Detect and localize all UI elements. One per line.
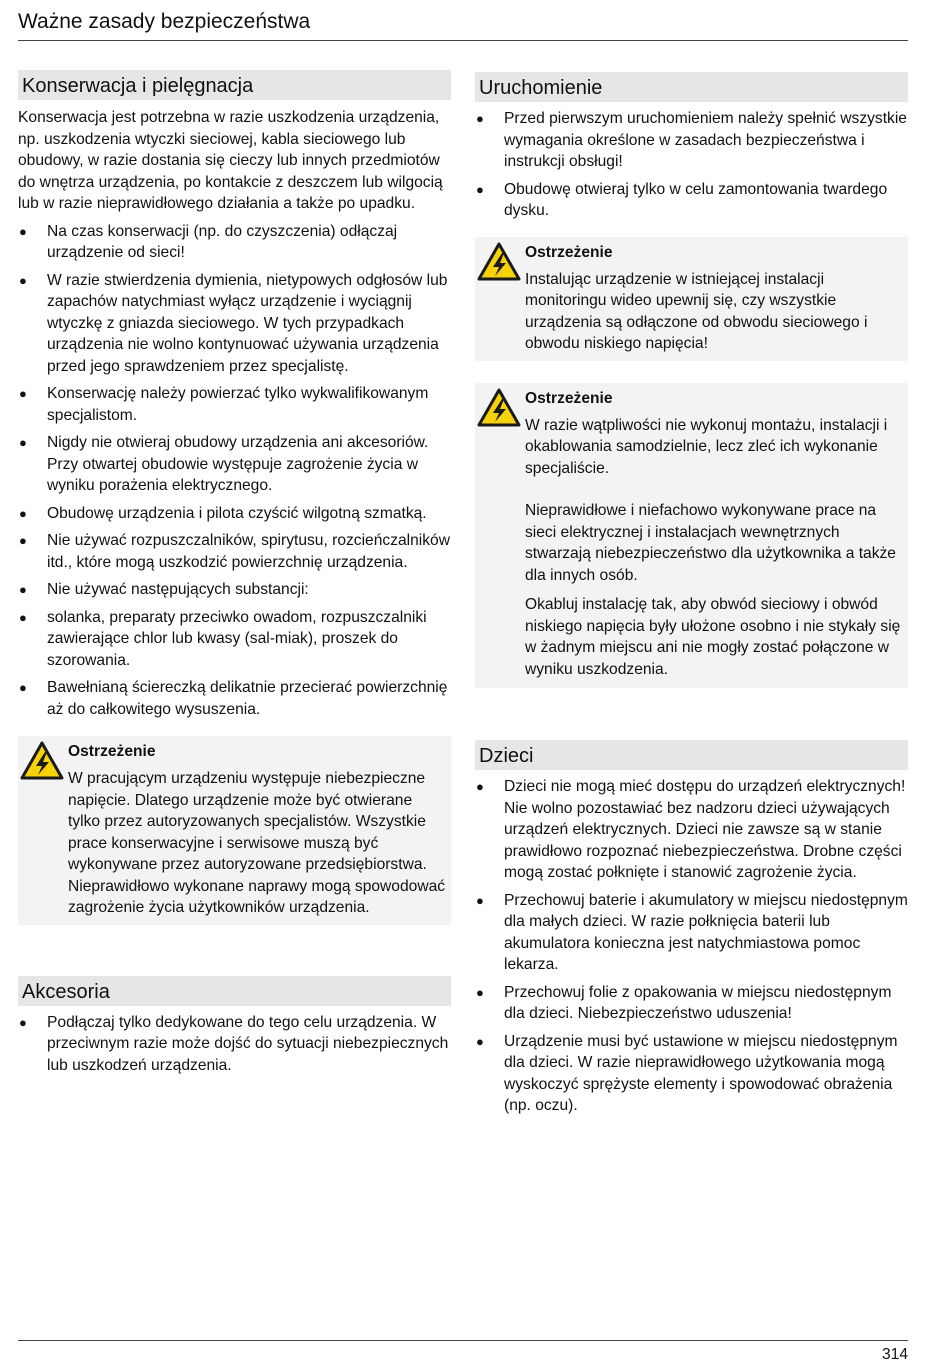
bullet-icon: ● bbox=[476, 892, 484, 908]
warning-title: Ostrzeżenie bbox=[525, 389, 613, 407]
section-heading-accessories: Akcesoria bbox=[18, 976, 451, 1006]
right-column bbox=[475, 72, 908, 1117]
list-item: ● Bawełnianą ściereczką delikatnie przecierać powierzchnię aż do całkowitego wysuszenia. bbox=[19, 679, 448, 718]
list-item: ● Nie używać następujących substancji: bbox=[18, 579, 451, 601]
maintenance-list bbox=[18, 221, 451, 721]
bullet-icon: ● bbox=[476, 779, 484, 794]
list-item: ● Nie używać rozpuszczalników, spirytusu, rozcieńczalników itd., które mogą uszkodzić powierzchnię urządzenia. bbox=[19, 532, 450, 571]
bullet-icon: ● bbox=[19, 223, 27, 239]
list-item: ● Podłączaj tylko dedykowane do tego celu urządzenia. W przeciwnym razie może dojść do sytuacji niebezpiecznych lub uszkodzeń urządzenia. bbox=[19, 1013, 449, 1074]
list-item: ● Urządzenie musi być ustawione w miejscu niedostępnym dla dzieci. W razie nieprawidłowego użytkowania mogą wyskoczyć sprężyste elementy i spowodować obrażenia (np. oczu). bbox=[476, 1032, 898, 1114]
accessories-list bbox=[18, 1012, 451, 1077]
list-item: ● Przechowuj folie z opakowania w miejscu niedostępnym dla dzieci. Niebezpieczeństwo uduszenia! bbox=[476, 983, 892, 1022]
page-title: Ważne zasady bezpieczeństwa bbox=[18, 10, 311, 33]
bullet-icon: ● bbox=[476, 984, 484, 1000]
bullet-icon: ● bbox=[19, 386, 27, 401]
section-heading-startup: Uruchomienie bbox=[475, 72, 908, 102]
warning-text: Nieprawidłowe i niefachowo wykonywane prace na sieci elektrycznej i instalacjach wewnętrznych stwarzają niebezpieczeństwo dla użytkownika a także dla innych osób. bbox=[525, 502, 896, 584]
maintenance-intro: Konserwacja jest potrzebna w razie uszkodzenia urządzenia, np. uszkodzenia wtyczki sieciowej, kabla sieciowego lub obudowy, w razie dostania się cieczy lub innych przedmiotów do wnętrza urządzenia, po kontakcie z deszczem lub wilgocią lub w razie nieprawidłowego działania a także po upadku. bbox=[18, 109, 443, 212]
warning-box-installation bbox=[475, 237, 908, 361]
section-heading-children: Dzieci bbox=[475, 740, 908, 770]
bullet-icon: ● bbox=[476, 181, 484, 197]
bullet-icon: ● bbox=[19, 1014, 27, 1030]
section-heading-maintenance: Konserwacja i pielęgnacja bbox=[18, 70, 451, 100]
children-list bbox=[475, 776, 908, 1117]
warning-text: W razie wątpliwości nie wykonuj montażu, instalacji i okablowania samodzielnie, lecz zleć ich wykonanie specjaliście. bbox=[525, 416, 888, 477]
list-item: ● Obudowę otwieraj tylko w celu zamontowania twardego dysku. bbox=[476, 180, 888, 219]
bullet-icon: ● bbox=[476, 1033, 484, 1049]
warning-title: Ostrzeżenie bbox=[68, 743, 156, 760]
left-column bbox=[18, 70, 451, 1076]
list-item: ● Przed pierwszym uruchomieniem należy spełnić wszystkie wymagania określone w zasadach bezpieczeństwa i instrukcji obsługi! bbox=[476, 110, 907, 170]
bullet-icon: ● bbox=[476, 111, 484, 126]
list-item: ● Na czas konserwacji (np. do czyszczenia) odłączaj urządzenie od sieci! bbox=[19, 222, 398, 261]
page-number: 314 bbox=[881, 1346, 908, 1363]
list-item: ● Obudowę urządzenia i pilota czyścić wilgotną szmatką. bbox=[18, 503, 451, 525]
warning-box-maintenance bbox=[18, 736, 451, 925]
bullet-icon: ● bbox=[19, 272, 27, 288]
warning-title: Ostrzeżenie bbox=[525, 243, 613, 261]
list-item: ● solanka, preparaty przeciwko owadom, rozpuszczalniki zawierające chlor lub kwasy (sal-miak), proszek do szorowania. bbox=[19, 608, 427, 669]
list-item: ● Konserwację należy powierzać tylko wykwalifikowanym specjalistom. bbox=[19, 385, 429, 424]
high-voltage-warning-icon bbox=[475, 237, 525, 361]
high-voltage-warning-icon bbox=[18, 736, 68, 925]
bullet-icon: ● bbox=[19, 435, 27, 450]
bullet-icon: ● bbox=[19, 680, 27, 695]
warning-text: Instalując urządzenie w istniejącej instalacji monitoringu wideo upewnij się, czy wszystkie urządzenia są odłączone od obwodu sieciowego i obwodu niskiego napięcia! bbox=[525, 270, 868, 352]
warning-text: W pracującym urządzeniu występuje niebezpieczne napięcie. Dlatego urządzenie może być otwierane tylko przez autoryzowanych specjalistów. Wszystkie prace konserwacyjne i serwisowe muszą być wykonywane przez autoryzowane przedsiębiorstwa. Nieprawidłowo wykonane naprawy mogą spowodować zagrożenie życia użytkowników urządzenia. bbox=[68, 770, 446, 916]
page-footer bbox=[18, 1340, 908, 1363]
bullet-icon: ● bbox=[19, 582, 27, 597]
high-voltage-warning-icon bbox=[475, 383, 525, 689]
warning-box-wiring bbox=[475, 383, 908, 689]
list-item: ● Dzieci nie mogą mieć dostępu do urządzeń elektrycznych! Nie wolno pozostawiać bez nadzoru dzieci używających urządzeń elektrycznych. Dzieci nie zawsze są w stanie prawidłowo rozpoznać niebezpieczeństwa. Drobne części mogą zostać połknięte i stanowić zagrożenie życia. bbox=[476, 778, 906, 881]
list-item: ● Przechowuj baterie i akumulatory w miejscu niedostępnym dla małych dzieci. W razie połknięcia baterii lub akumulatora konieczna jest natychmiastowa pomoc lekarza. bbox=[476, 891, 908, 973]
bullet-icon: ● bbox=[19, 505, 27, 521]
list-item: ● W razie stwierdzenia dymienia, nietypowych odgłosów lub zapachów natychmiast wyłącz urządzenie i wyciągnij wtyczkę z gniazda sieciowego. W tych przypadkach urządzenia nie wolno kontynuować używania urządzenia przed jego sprawdzeniem przez specjalistę. bbox=[19, 271, 448, 375]
page-header bbox=[18, 9, 908, 41]
list-item: ● Nigdy nie otwieraj obudowy urządzenia ani akcesoriów. Przy otwartej obudowie występuje zagrożenie życia w wyniku porażenia elektrycznego. bbox=[19, 434, 429, 494]
warning-text: Okabluj instalację tak, aby obwód sieciowy i obwód niskiego napięcia były ułożone osobno i nie stykały się w żadnym miejscu ani nie mogły zostać połączone w wyniku uszkodzenia. bbox=[525, 596, 901, 678]
bullet-icon: ● bbox=[19, 533, 27, 548]
bullet-icon: ● bbox=[19, 609, 27, 625]
startup-list bbox=[475, 108, 908, 222]
